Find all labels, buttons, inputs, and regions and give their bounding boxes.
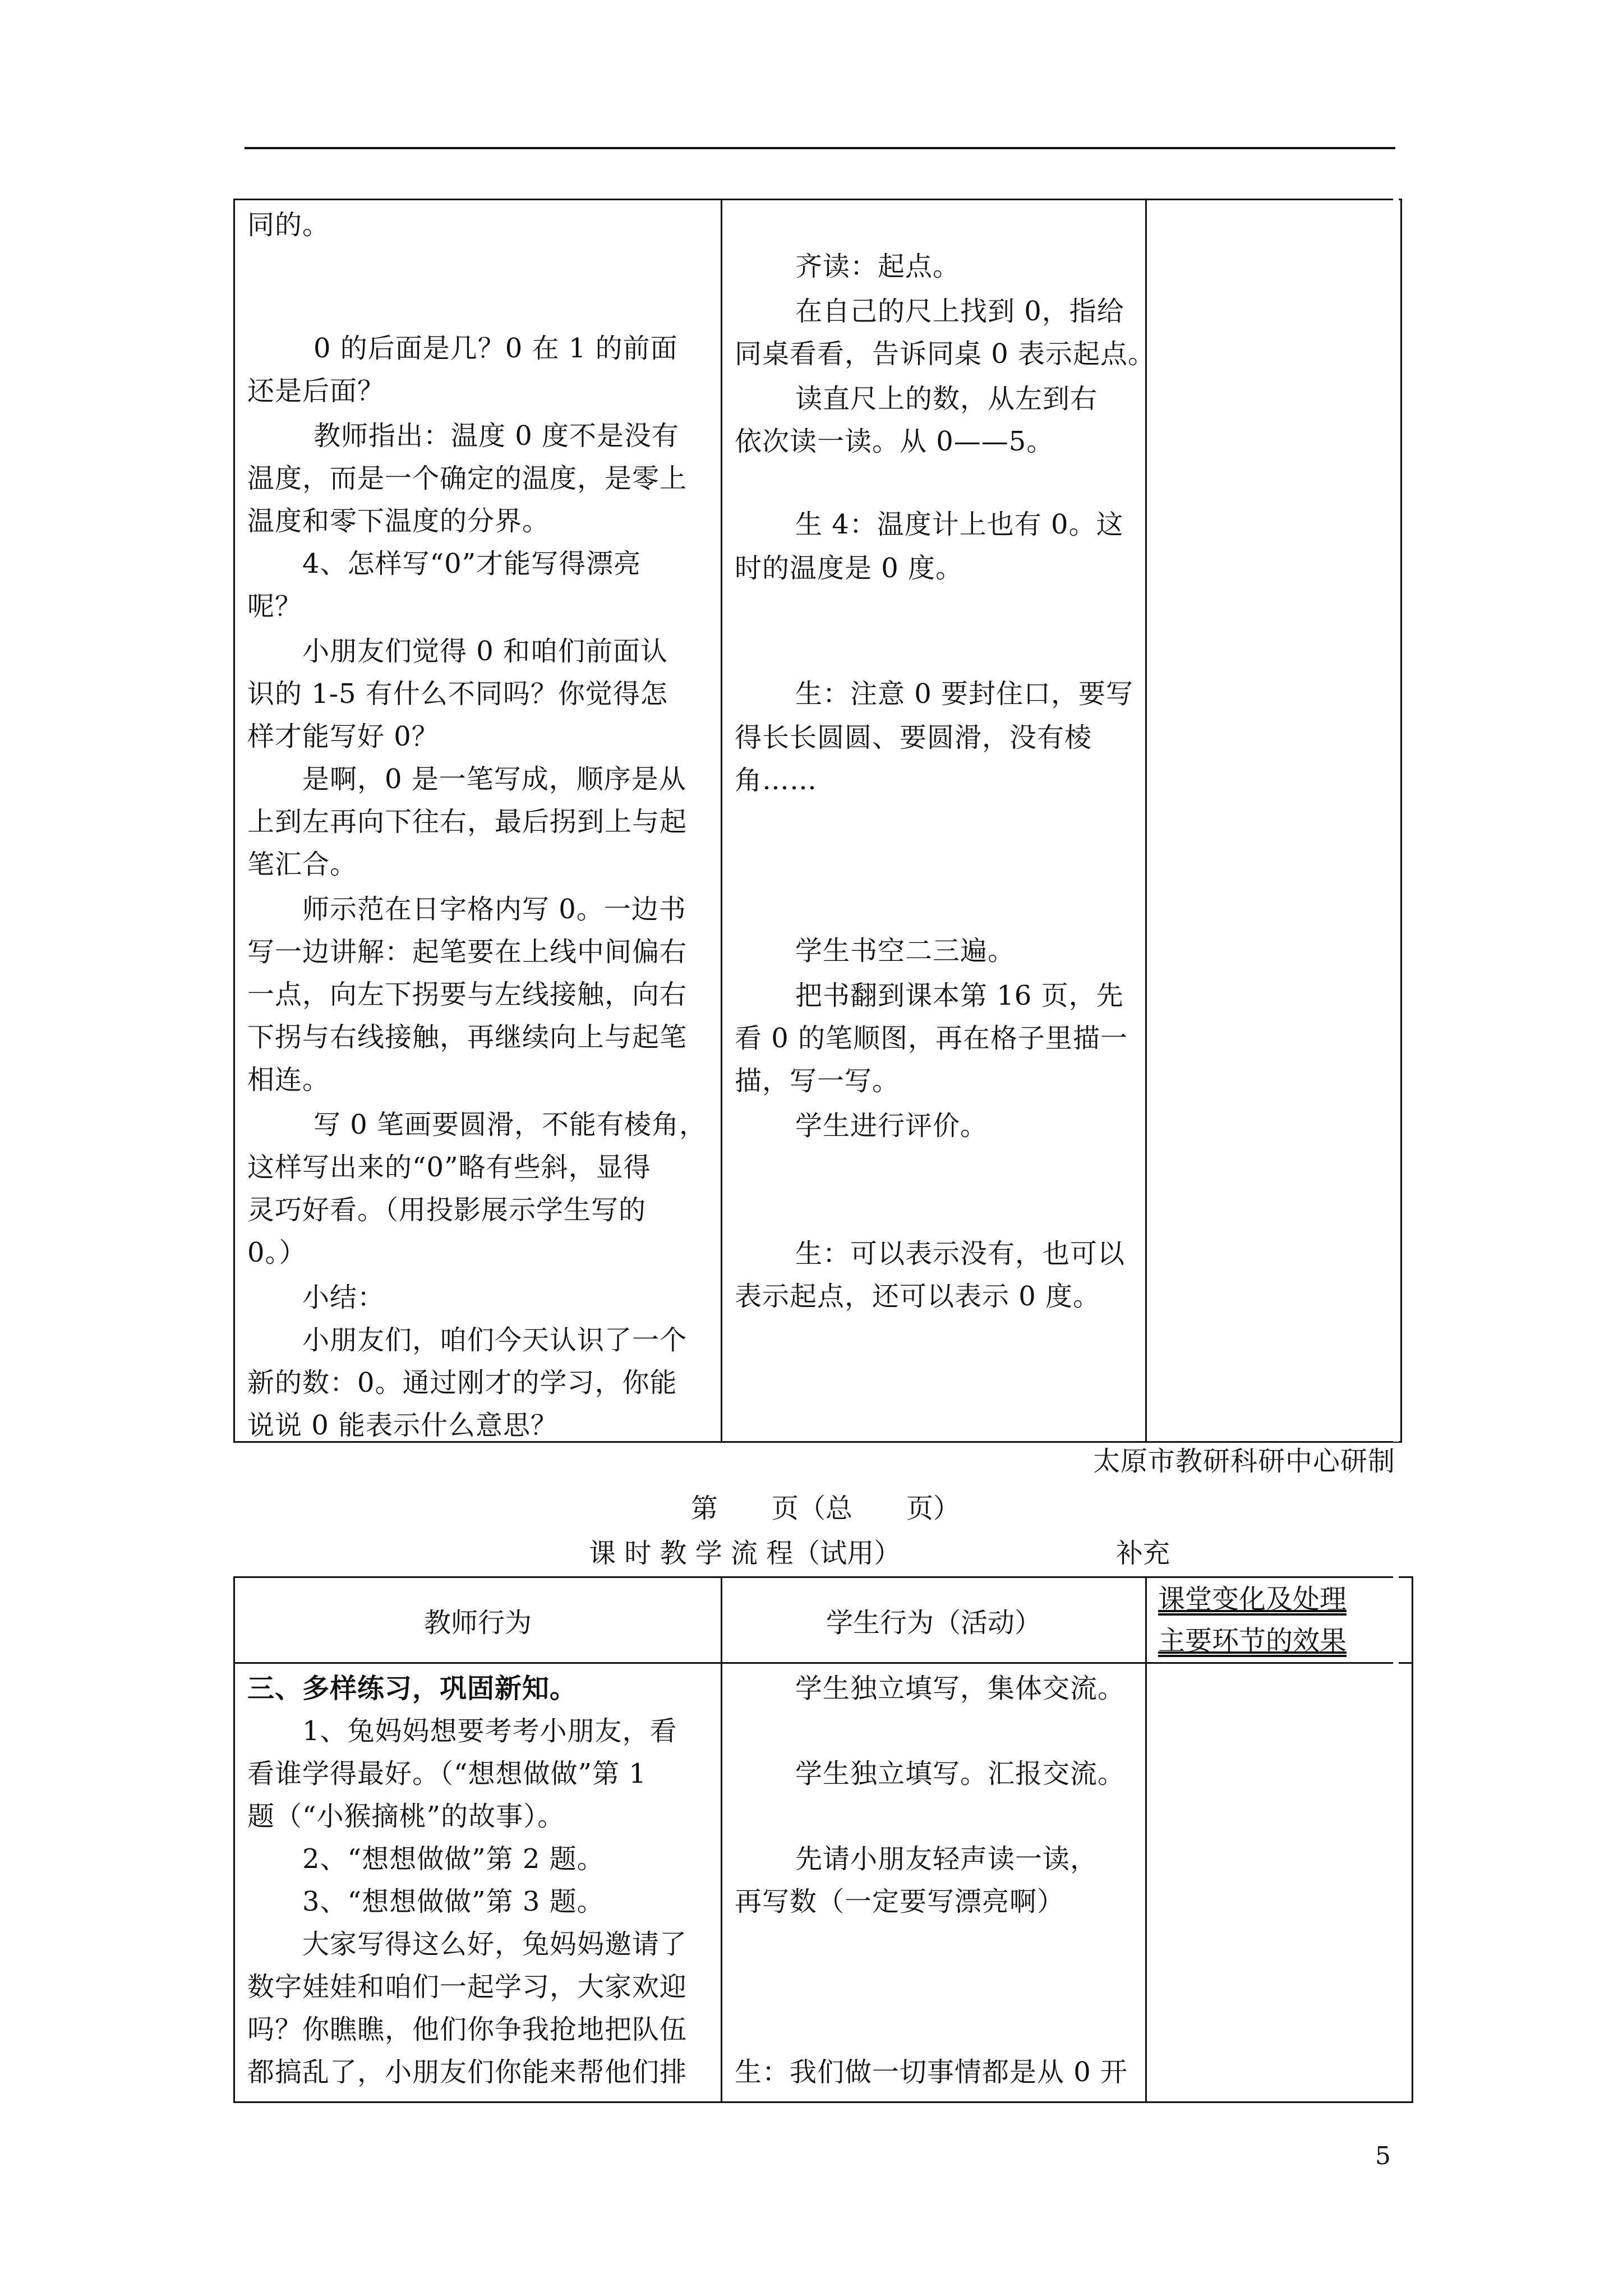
student-cell-top bbox=[722, 200, 1156, 1442]
student-line: 生 4：温度计上也有 0。这 bbox=[795, 509, 1124, 540]
student-line: 生：注意 0 要封住口，要写 bbox=[795, 678, 1134, 710]
student-line: 读直尺上的数，从左到右 bbox=[795, 383, 1098, 415]
teacher-line: 是啊，0 是一笔写成，顺序是从 bbox=[302, 763, 686, 795]
right-edge-mask-bottom bbox=[1393, 1574, 1399, 2101]
teacher-line: 还是后面？ bbox=[247, 375, 385, 407]
student-line: 得长长圆圆、要圆滑，没有棱 bbox=[735, 722, 1092, 753]
change-cell-top bbox=[1146, 200, 1401, 1442]
teacher-line: 灵巧好看。（用投影展示学生写的 bbox=[247, 1194, 647, 1226]
teacher-line: 2、“想想做做”第 2 题。 bbox=[302, 1843, 605, 1875]
header-class-change bbox=[1146, 1577, 1413, 1663]
teacher-line: 写 0 笔画要圆滑，不能有棱角， bbox=[313, 1109, 707, 1140]
student-line: 在自己的尺上找到 0，指给 bbox=[795, 296, 1124, 327]
student-line: 学生独立填写。汇报交流。 bbox=[795, 1758, 1126, 1789]
student-cell-bottom bbox=[722, 1663, 1146, 2102]
right-edge-mask-top bbox=[1393, 196, 1399, 1442]
teacher-line: 识的 1-5 有什么不同吗？你觉得怎 bbox=[247, 678, 668, 710]
header-teacher-behavior: 教师行为 bbox=[234, 1577, 722, 1663]
teacher-line: 0。） bbox=[247, 1237, 307, 1268]
teacher-line: 0 的后面是几？0 在 1 的前面 bbox=[313, 333, 678, 364]
teacher-line: 小结： bbox=[302, 1282, 385, 1313]
student-line: 再写数（一定要写漂亮啊） bbox=[735, 1886, 1065, 1917]
student-line: 把书翻到课本第 16 页，先 bbox=[795, 980, 1124, 1011]
teacher-line: 吗？你瞧瞧，他们你争我抢地把队伍 bbox=[247, 2014, 688, 2045]
student-line: 学生进行评价。 bbox=[795, 1110, 988, 1142]
student-line: 角…… bbox=[735, 765, 818, 796]
student-line: 学生独立填写，集体交流。 bbox=[795, 1673, 1126, 1704]
flow-title: 课 时 教 学 流 程（试用） bbox=[589, 1538, 901, 1569]
student-line: 齐读：起点。 bbox=[795, 251, 961, 282]
teacher-line: 温度，而是一个确定的温度，是零上 bbox=[247, 463, 688, 494]
page-count: 第 页（总 页） bbox=[691, 1493, 961, 1524]
teacher-line: 这样写出来的“0”略有些斜，显得 bbox=[247, 1152, 651, 1183]
teacher-line: 温度和零下温度的分界。 bbox=[247, 505, 550, 537]
supplement-label: 补充 bbox=[1116, 1538, 1170, 1569]
student-line: 学生书空二三遍。 bbox=[795, 935, 1016, 967]
header-class-change-line2: 主要环节的效果 bbox=[1158, 1625, 1347, 1657]
teacher-line: 题（“小猴摘桃”的故事）。 bbox=[247, 1801, 565, 1832]
teacher-line: 相连。 bbox=[247, 1064, 330, 1096]
teacher-line: 1、兔妈妈想要考考小朋友，看 bbox=[302, 1715, 677, 1747]
header-class-change-line1: 课堂变化及处理 bbox=[1158, 1584, 1347, 1615]
lesson-table-bottom bbox=[233, 1576, 1413, 2103]
teacher-line: 写一边讲解：起笔要在上线中间偏右 bbox=[247, 936, 688, 968]
teacher-line: 新的数：0。通过刚才的学习，你能 bbox=[247, 1367, 677, 1398]
teacher-line: 都搞乱了，小朋友们你能来帮他们排 bbox=[247, 2056, 688, 2088]
teacher-line: 小朋友们觉得 0 和咱们前面认 bbox=[302, 636, 668, 667]
teacher-line: 下拐与右线接触，再继续向上与起笔 bbox=[247, 1022, 688, 1053]
teacher-line: 呢？ bbox=[247, 591, 303, 622]
teacher-line: 师示范在日字格内写 0。一边书 bbox=[302, 894, 686, 925]
header-rule bbox=[245, 147, 1395, 149]
teacher-line: 样才能写好 0？ bbox=[247, 721, 439, 752]
teacher-line: 教师指出：温度 0 度不是没有 bbox=[313, 420, 680, 452]
teacher-line: 说说 0 能表示什么意思？ bbox=[247, 1410, 559, 1441]
teacher-line: 数字娃娃和咱们一起学习，大家欢迎 bbox=[247, 1971, 688, 2003]
teacher-line: 上到左再向下往右，最后拐到上与起 bbox=[247, 806, 688, 838]
section-heading: 三、多样练习，巩固新知。 bbox=[247, 1673, 578, 1704]
student-line: 同桌看看，告诉同桌 0 表示起点。 bbox=[735, 338, 1156, 370]
teacher-line: 大家写得这么好，兔妈妈邀请了 bbox=[302, 1929, 688, 1960]
student-line: 时的温度是 0 度。 bbox=[735, 553, 963, 584]
teacher-line: 同的。 bbox=[247, 209, 330, 241]
teacher-line: 笔汇合。 bbox=[247, 849, 358, 880]
student-line: 看 0 的笔顺图，再在格子里描一 bbox=[735, 1023, 1128, 1054]
student-line: 描，写一写。 bbox=[735, 1065, 900, 1097]
student-line: 生：可以表示没有，也可以 bbox=[795, 1238, 1126, 1269]
lesson-table-top bbox=[233, 199, 1402, 1443]
teacher-cell-top bbox=[234, 200, 722, 1442]
student-line: 表示起点，还可以表示 0 度。 bbox=[735, 1281, 1101, 1312]
teacher-line: 看谁学得最好。（“想想做做”第 1 bbox=[247, 1758, 647, 1789]
page-number: 5 bbox=[1375, 2142, 1391, 2170]
student-line: 依次读一读。从 0——5。 bbox=[735, 426, 1054, 457]
teacher-line: 4、怎样写“0”才能写得漂亮 bbox=[302, 548, 642, 579]
teacher-line: 一点，向左下拐要与左线接触，向右 bbox=[247, 979, 688, 1010]
student-line: 先请小朋友轻声读一读， bbox=[795, 1843, 1098, 1875]
header-student-behavior: 学生行为（活动） bbox=[722, 1577, 1146, 1663]
change-cell-bottom bbox=[1146, 1663, 1413, 2102]
teacher-line: 小朋友们，咱们今天认识了一个 bbox=[302, 1324, 688, 1356]
teacher-cell-bottom bbox=[234, 1663, 722, 2102]
organization-credit: 太原市教研科研中心研制 bbox=[1092, 1446, 1395, 1477]
student-line: 生：我们做一切事情都是从 0 开 bbox=[735, 2056, 1128, 2088]
teacher-line: 3、“想想做做”第 3 题。 bbox=[302, 1886, 605, 1917]
